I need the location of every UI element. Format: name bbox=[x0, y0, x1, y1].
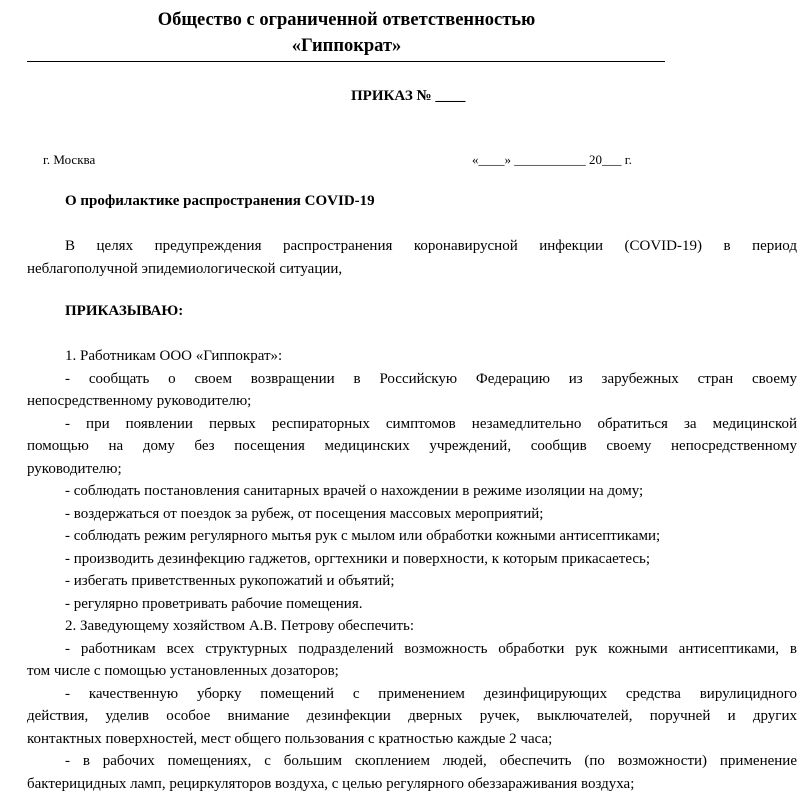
list-item-line: - избегать приветственных рукопожатий и объятий; bbox=[27, 570, 797, 593]
order-title: ПРИКАЗ № ____ bbox=[351, 88, 465, 105]
list-item-line: контактных поверхностей, мест общего пользования с кратностью каждые 2 часа; bbox=[27, 728, 797, 751]
list-item-line: - качественную уборку помещений с применением дезинфицирующих средства вирулицидного bbox=[27, 683, 797, 706]
section-heading: 2. Заведующему хозяйством А.В. Петрову обеспечить: bbox=[27, 615, 797, 638]
order-date: «____» ___________ 20___ г. bbox=[472, 152, 632, 168]
list-item-line: - соблюдать режим регулярного мытья рук с мылом или обработки кожными антисептиками; bbox=[27, 525, 797, 548]
list-item-line: помощью на дому без посещения медицинских учреждений, сообщив своему непосредственному bbox=[27, 435, 797, 458]
list-item-line: - производить дезинфекцию гаджетов, оргтехники и поверхности, к которым прикасаетесь; bbox=[27, 548, 797, 571]
list-item-line: том числе с помощью установленных дозаторов; bbox=[27, 660, 797, 683]
list-item-line: бактерицидных ламп, рециркуляторов воздуха, с целью регулярного обеззараживания воздуха; bbox=[27, 773, 797, 795]
list-item-line: непосредственному руководителю; bbox=[27, 390, 797, 413]
preamble-line: В целях предупреждения распространения коронавирусной инфекции (COVID-19) в период bbox=[27, 235, 797, 258]
org-name-line1: Общество с ограниченной ответственностью bbox=[0, 10, 693, 31]
list-item-line: действия, уделив особое внимание дезинфекции дверных ручек, выключателей, поручней и других bbox=[27, 705, 797, 728]
list-item-line: - сообщать о своем возвращении в Российскую Федерацию из зарубежных стран своему bbox=[27, 368, 797, 391]
list-item-line: - при появлении первых респираторных симптомов незамедлительно обратиться за медицинской bbox=[27, 413, 797, 436]
list-item-line: - работникам всех структурных подразделений возможность обработки рук кожными антисептиками, в bbox=[27, 638, 797, 661]
order-body bbox=[27, 345, 797, 795]
subject-block bbox=[27, 190, 797, 213]
section-heading: 1. Работникам ООО «Гиппократ»: bbox=[27, 345, 797, 368]
list-item-line: - регулярно проветривать рабочие помещения. bbox=[27, 593, 797, 616]
city: г. Москва bbox=[43, 152, 95, 168]
list-item-line: - соблюдать постановления санитарных врачей о нахождении в режиме изоляции на дому; bbox=[27, 480, 797, 503]
list-item-line: - в рабочих помещениях, с большим скоплением людей, обеспечить (по возможности) применение bbox=[27, 750, 797, 773]
command-block bbox=[27, 300, 797, 323]
list-item-line: руководителю; bbox=[27, 458, 797, 481]
org-name-line2: «Гиппократ» bbox=[0, 36, 693, 57]
preamble bbox=[27, 235, 797, 280]
list-item-line: - воздержаться от поездок за рубеж, от посещения массовых мероприятий; bbox=[27, 503, 797, 526]
order-subject: О профилактике распространения COVID-19 bbox=[27, 190, 797, 213]
preamble-line: неблагополучной эпидемиологической ситуации, bbox=[27, 258, 797, 281]
command-heading: ПРИКАЗЫВАЮ: bbox=[27, 300, 797, 323]
header-divider bbox=[27, 61, 665, 62]
